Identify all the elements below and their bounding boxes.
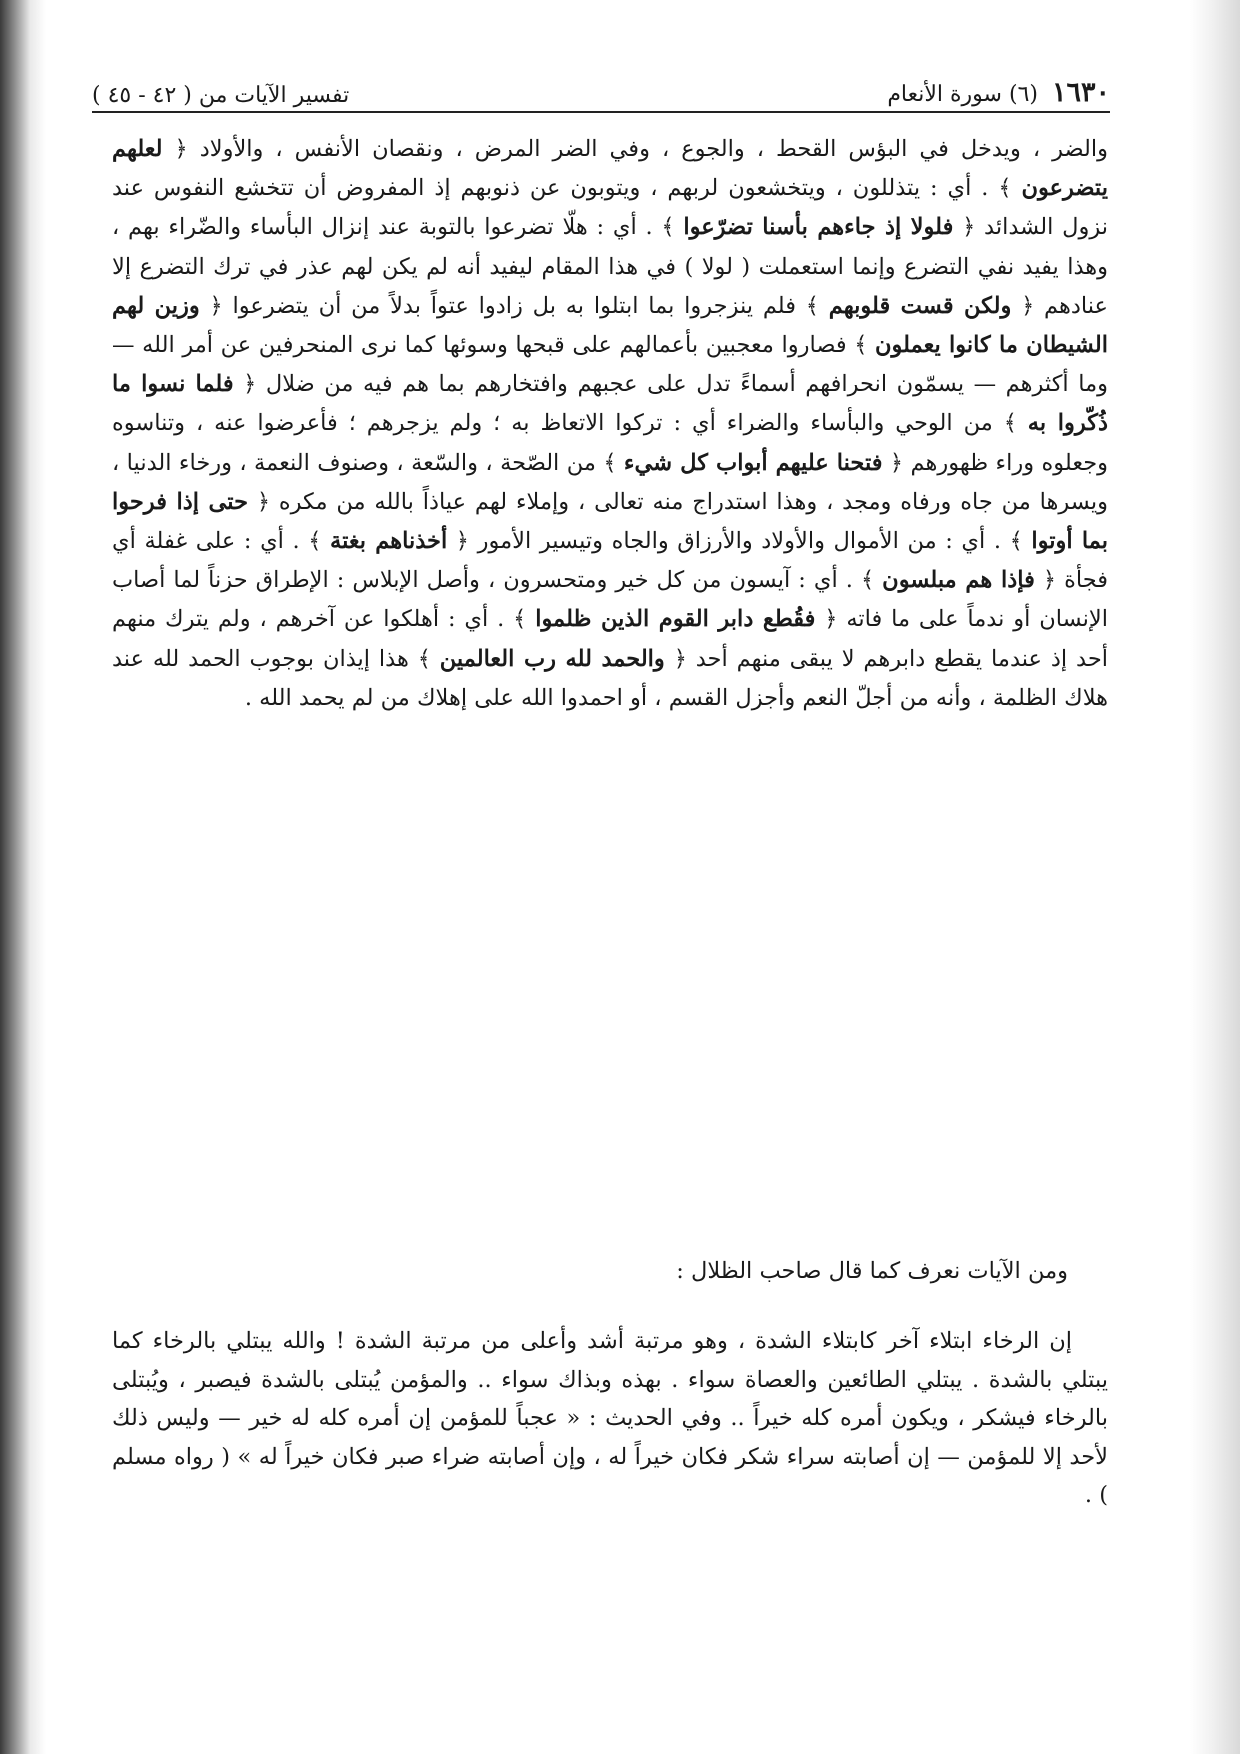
verse-bracket: ﴿ (162, 136, 188, 162)
verse-bracket: ﴿ (815, 606, 838, 633)
commentary-text: من الصّحة ، والسّعة ، وصنوف النعمة ، ورخاء الدنيا ، ويسرها من جاه ورفاه ومجد ، وهذا استدراج منه تعالى ، وإملاء لهم عياذاً بالله من مكره (112, 449, 1108, 515)
verse-bracket: ﴿ (233, 371, 257, 398)
verse-bracket: ﴾ (603, 449, 624, 476)
commentary-text: هذا إيذان بوجوب الحمد لله عند هلاك الظلمة ، وأنه من أجلّ النعم وأجزل القسم ، أو احمدوا الله على إهلاك من لم يحمد الله . (112, 645, 1108, 711)
verse-bracket: ﴾ (998, 175, 1022, 202)
commentary-text: . أي : أهلكوا عن آخرهم ، ولم يترك منهم أحد إذ عندما يقطع دابرهم لا يبقى منهم أحد (112, 606, 1108, 672)
verse-bracket: ﴾ (860, 567, 883, 594)
commentary-text: فصاروا معجبين بأعمالهم على قبحها وسوئها كما نرى المنحرفين عن أمر الله — وما أكثرهم — يسمّون انحرافهم أسماءً تدل على عجبهم وافتخارهم بما هم فيه من ضلال (112, 332, 1108, 398)
verse-bracket: ﴾ (854, 332, 875, 359)
verse-bracket: ﴾ (661, 214, 684, 241)
commentary-text: . أي : من الأموال والأولاد والأرزاق والجاه وتيسير الأمور (469, 528, 1010, 555)
commentary-text: فلم ينزجروا بما ابتلوا به بل زادوا عتواً بدلاً من أن يتضرعوا (222, 292, 806, 319)
commentary-text: من الوحي والبأساء والضراء أي : تركوا الاتعاظ به ؛ ولم يزجرهم ؛ فأعرضوا عنه ، وتناسوه وجعلوه وراء ظهورهم (112, 410, 1108, 476)
verse-bracket: ﴿ (1011, 292, 1035, 319)
quran-verse: حتى إذا فرحوا بما أوتوا (112, 488, 1109, 555)
verse-bracket: ﴿ (953, 214, 976, 241)
verse-bracket: ﴾ (805, 292, 829, 319)
commentary-text: . أي : يتذللون ، ويتخشعون لربهم ، ويتوبون عن ذنوبهم إذ المفروض أن تتخشع النفوس عند نزول الشدائد (112, 175, 1109, 241)
quran-verse: ولكن قست قلوبهم (828, 292, 1012, 319)
quote-text: إن الرخاء ابتلاء آخر كابتلاء الشدة ، وهو مرتبة أشد وأعلى من مرتبة الشدة ! والله يبتلي بالرخاء كما يبتلي بالشدة . يبتلي الطائعين والعصاة سواء . بهذه وبذاك سواء .. والمؤمن يُبتلى بالشدة فيصبر ، ويُبتلى بالرخاء فيشكر ، ويكون أمره كله خيراً .. وفي الحديث : « عجباً للمؤمن إن أمره كله له خير — وليس ذلك لأحد إلا للمؤمن — إن أصابته سراء شكر فكان خيراً له ، وإن أصابته ضراء صبر فكان خيراً له » ( رواه مسلم ) . (112, 1328, 1108, 1509)
header-right (887, 77, 1110, 108)
quote-intro: ومن الآيات نعرف كما قال صاحب الظلال : (676, 1258, 1068, 1284)
verse-bracket: ﴿ (664, 645, 687, 672)
quran-verse: وزين لهم الشيطان ما كانوا يعملون (112, 292, 1108, 359)
section-title: تفسير الآيات من ( ٤٢ - ٤٥ ) (92, 83, 350, 108)
page-header (92, 56, 1110, 108)
verse-bracket: ﴿ (199, 292, 223, 319)
verse-bracket: ﴾ (513, 606, 536, 633)
quran-verse: فلولا إذ جاءهم بأسنا تضرّعوا (683, 214, 954, 241)
quran-verse: فلما نسوا ما ذُكّروا به (112, 371, 1108, 437)
quran-verse: فتحنا عليهم أبواب كل شيء (623, 449, 883, 476)
header-divider (92, 111, 1110, 113)
zilal-quote (112, 1322, 1108, 1515)
page-number: ١٦٣٠ (1051, 77, 1110, 108)
verse-bracket: ﴾ (1009, 528, 1032, 555)
verse-bracket: ﴾ (417, 645, 440, 672)
verse-bracket: ﴿ (447, 528, 469, 555)
commentary-text: . أي : هلّا تضرعوا بالتوبة عند إنزال البأساء والضّراء بهم ، وهذا يفيد نفي التضرع وإنما استعملت ( لولا ) في هذا المقام ليفيد أنه لم يكن لهم عذر في ترك التضرع إلا عنادهم (112, 214, 1108, 319)
surah-name: (٦) سورة الأنعام (887, 82, 1038, 107)
verse-bracket: ﴿ (1034, 567, 1057, 594)
quran-verse: أخذناهم بغتة (330, 528, 448, 555)
verse-bracket: ﴾ (1003, 410, 1028, 437)
commentary-text: . أي : آيسون من كل خير ومتحسرون ، وأصل الإبلاس : الإطراق حزناً لما أصاب الإنسان أو ندماً على ما فاته (112, 567, 1108, 633)
verse-bracket: ﴿ (882, 449, 904, 476)
quran-verse: لعلهم يتضرعون (112, 136, 1108, 202)
verse-bracket: ﴾ (308, 528, 331, 555)
quran-verse: والحمد لله رب العالمين (439, 645, 665, 672)
commentary-text: . أي : على غفلة أي فجأة (112, 528, 1108, 594)
quran-verse: فإذا هم مبلسون (882, 567, 1035, 594)
verse-bracket: ﴿ (247, 488, 271, 515)
tafsir-body (112, 130, 1108, 718)
quran-verse: فقُطع دابر القوم الذين ظلموا (535, 606, 816, 633)
commentary-text: والضر ، ويدخل في البؤس القحط ، والجوع ، وفي الضر المرض ، ونقصان الأنفس ، والأولاد (187, 136, 1108, 162)
tafsir-paragraph (112, 130, 1108, 718)
